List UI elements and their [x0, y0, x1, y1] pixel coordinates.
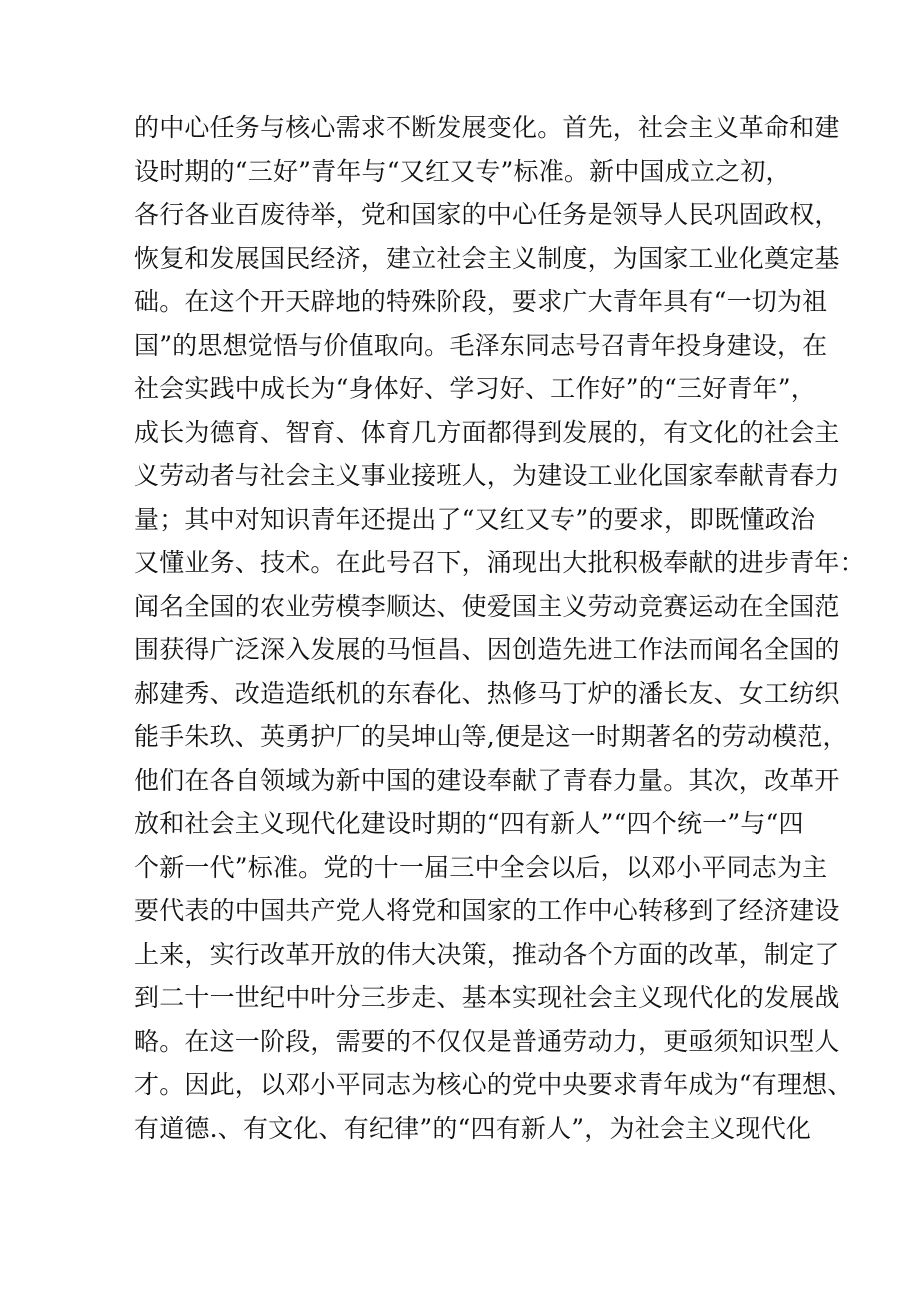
text-line-2: 设时期的“三好”青年与“又红又专”标准。新中国成立之初， [134, 156, 791, 186]
text-line-1: 的中心任务与核心需求不断发展变化。首先，社会主义革命和建 [134, 113, 840, 142]
text-line-19: 要代表的中国共产党人将党和国家的工作中心转移到了经济建设 [134, 896, 840, 925]
text-line-14: 郝建秀、改造造纸机的东春化、热修马丁炉的潘长友、女工纺织 [134, 678, 840, 708]
text-line-7: 社会实践中成长为“身体好、学习好、工作好”的“三好青年”， [134, 374, 816, 403]
text-line-8: 成长为德育、智育、体育几方面都得到发展的，有文化的社会主 [134, 417, 840, 447]
text-line-3: 各行各业百废待举，党和国家的中心任务是领导人民巩固政权， [134, 200, 840, 229]
text-line-22: 略。在这一阶段，需要的不仅仅是普通劳动力，更亟须知识型人 [134, 1026, 840, 1056]
text-line-21: 到二十一世纪中叶分三步走、基本实现社会主义现代化的发展战 [134, 983, 840, 1012]
text-line-12: 闻名全国的农业劳模李顺达、使爱国主义劳动竞赛运动在全国范 [134, 591, 840, 621]
text-line-4: 恢复和发展国民经济，建立社会主义制度，为国家工业化奠定基 [134, 243, 840, 273]
body-text [134, 106, 865, 1150]
text-line-23: 才。因此，以邓小平同志为核心的党中央要求青年成为“有理想、 [134, 1070, 853, 1099]
text-line-15: 能手朱玖、英勇护厂的吴坤山等,便是这一时期著名的劳动模范， [134, 722, 848, 751]
text-line-9: 义劳动者与社会主义事业接班人，为建设工业化国家奉献青春力 [134, 461, 840, 490]
text-line-24: 有道德.、有文化、有纪律”的“四有新人”，为社会主义现代化 [134, 1113, 812, 1143]
text-line-6: 国”的思想觉悟与价值取向。毛泽东同志号召青年投身建设，在 [134, 330, 828, 360]
text-line-5: 础。在这个开天辟地的特殊阶段，要求广大青年具有“一切为祖 [134, 287, 828, 316]
text-line-17: 放和社会主义现代化建设时期的“四有新人”“四个统一”与“四 [134, 809, 804, 838]
text-line-16: 他们在各自领域为新中国的建设奉献了青春力量。其次，改革开 [134, 765, 840, 795]
text-line-13: 围获得广泛深入发展的马恒昌、因创造先进工作法而闻名全国的 [134, 635, 840, 664]
text-line-11: 又懂业务、技术。在此号召下，涌现出大批积极奉献的进步青年： [134, 548, 865, 577]
text-line-18: 个新一代”标准。党的十一届三中全会以后，以邓小平同志为主 [134, 852, 828, 882]
text-line-10: 量；其中对知识青年还提出了“又红又专”的要求，即既懂政治 [134, 504, 816, 534]
text-line-20: 上来，实行改革开放的伟大决策，推动各个方面的改革，制定了 [134, 939, 840, 969]
